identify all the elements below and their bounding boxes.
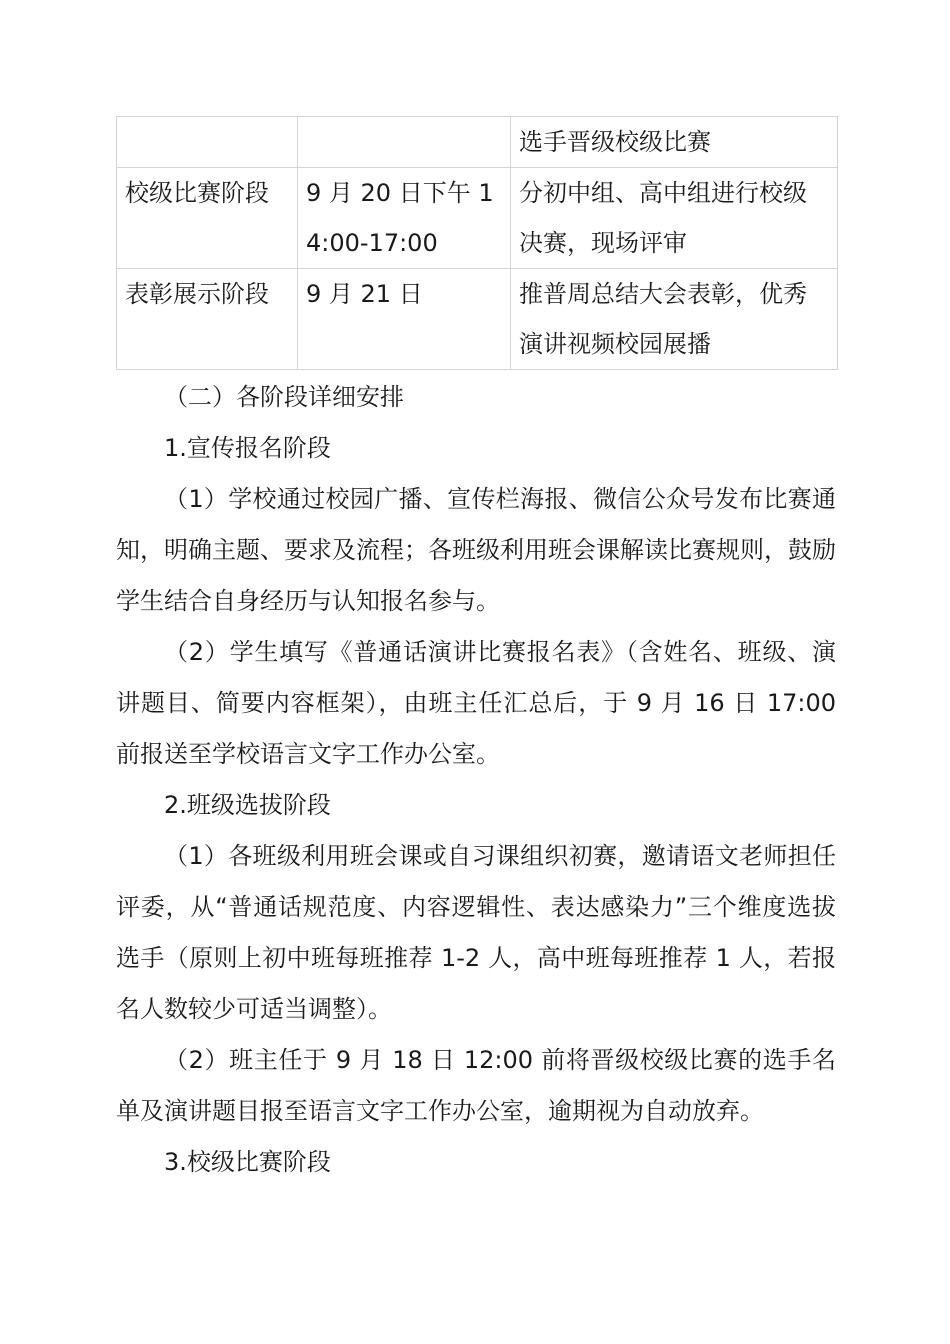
table-cell-time — [298, 117, 511, 168]
table-cell-stage — [117, 117, 298, 168]
document-page — [116, 116, 836, 1188]
paragraph: （1）学校通过校园广播、宣传栏海报、微信公众号发布比赛通知，明确主题、要求及流程；各班级利用班会课解读比赛规则，鼓励学生结合自身经历与认知报名参与。 — [116, 485, 836, 615]
table-cell-content: 推普周总结大会表彰，优秀演讲视频校园展播 — [511, 269, 838, 370]
paragraph: （2）班主任于 9 月 18 日 12:00 前将晋级校级比赛的选手名单及演讲题目报至语言文字工作办公室，逾期视为自动放弃。 — [116, 1046, 836, 1125]
table-cell-stage: 校级比赛阶段 — [117, 168, 298, 269]
stage-heading-promotion: 1.宣传报名阶段 — [164, 434, 331, 462]
table-row — [117, 168, 838, 269]
stage-heading-school-competition: 3.校级比赛阶段 — [164, 1148, 331, 1176]
paragraph: （2）学生填写《普通话演讲比赛报名表》（含姓名、班级、演讲题目、简要内容框架），由班主任汇总后，于 9 月 16 日 17:00 前报送至学校语言文字工作办公室。 — [116, 638, 836, 768]
table-cell-stage: 表彰展示阶段 — [117, 269, 298, 370]
schedule-table — [116, 116, 838, 370]
paragraph: （1）各班级利用班会课或自习课组织初赛，邀请语文老师担任评委，从“普通话规范度、内容逻辑性、表达感染力”三个维度选拔选手（原则上初中班每班推荐 1-2 人，高中班每班推荐 1 人，若报名人数较少可适当调整）。 — [116, 842, 836, 1023]
table-cell-content: 选手晋级校级比赛 — [511, 117, 838, 168]
section-heading: （二）各阶段详细安排 — [164, 383, 404, 411]
table-cell-time: 9 月 20 日下午 14:00-17:00 — [298, 168, 511, 269]
document-body — [116, 372, 836, 1188]
table-row — [117, 269, 838, 370]
table-cell-time: 9 月 21 日 — [298, 269, 511, 370]
table-cell-content: 分初中组、高中组进行校级决赛，现场评审 — [511, 168, 838, 269]
stage-heading-class-selection: 2.班级选拔阶段 — [164, 791, 331, 819]
table-row — [117, 117, 838, 168]
